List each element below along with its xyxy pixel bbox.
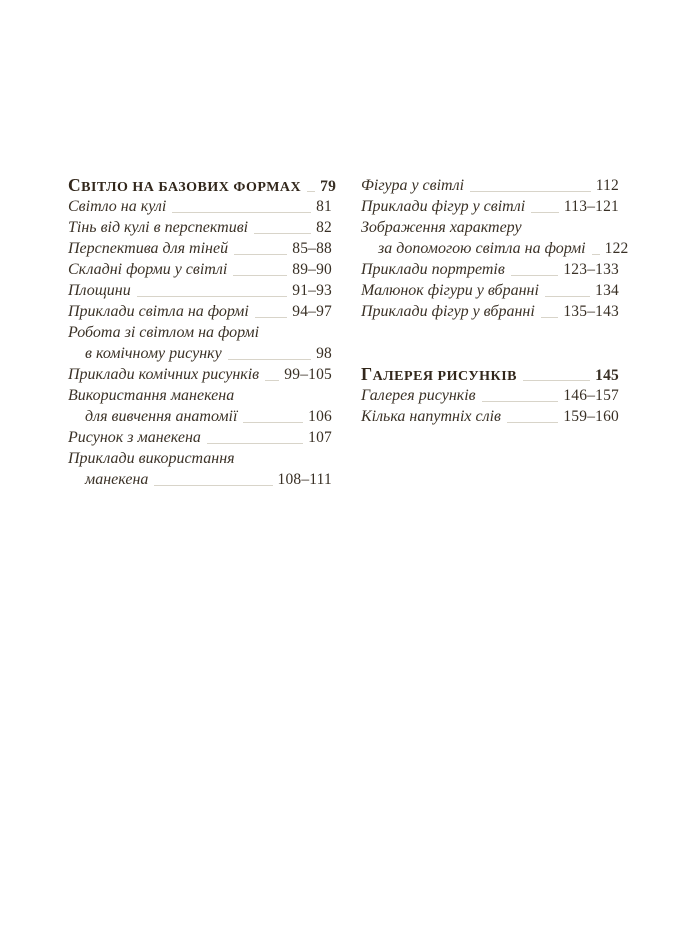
leader-line <box>265 380 279 381</box>
toc-entry <box>361 175 619 196</box>
entry-title: Приклади комічних рисунків <box>68 366 260 383</box>
leader-line <box>207 443 303 444</box>
entry-title: Галерея рисунків <box>361 387 476 404</box>
toc-entry <box>361 280 619 301</box>
entry-title: манекена <box>85 471 149 488</box>
leader-line <box>482 401 559 402</box>
entry-title: Перспектива для тіней <box>68 240 229 257</box>
toc-entry <box>68 280 332 301</box>
entry-title: Тінь від кулі в перспективі <box>68 219 249 236</box>
entry-title: Фігура у світлі <box>361 177 465 194</box>
leader-line <box>531 212 559 213</box>
entry-title: Складні форми у світлі <box>68 261 228 278</box>
page-number: 113–121 <box>563 198 619 215</box>
toc-entry <box>68 217 332 238</box>
toc-entry-first-line <box>68 322 332 343</box>
page-number: 135–143 <box>563 303 619 320</box>
leader-line <box>243 422 303 423</box>
page-number: 79 <box>320 178 337 195</box>
toc-entry-continuation <box>68 343 332 364</box>
toc-entry <box>68 427 332 448</box>
toc-entry <box>361 196 619 217</box>
page-number: 134 <box>595 282 619 299</box>
toc-entry-continuation <box>68 469 332 490</box>
entry-title: Приклади фігур у світлі <box>361 198 526 215</box>
toc-entry <box>68 196 332 217</box>
table-of-contents <box>68 175 629 490</box>
entry-title: для вивчення анатомії <box>85 408 238 425</box>
toc-entry <box>361 406 619 427</box>
toc-entry <box>68 301 332 322</box>
section-title: ГАЛЕРЕЯ РИСУНКІВ <box>361 364 517 384</box>
toc-column-right <box>361 175 629 490</box>
leader-line <box>234 254 287 255</box>
page-number: 89–90 <box>292 261 332 278</box>
page-number: 106 <box>308 408 332 425</box>
section-title: СВІТЛО НА БАЗОВИХ ФОРМАХ <box>68 175 302 195</box>
leader-line <box>523 380 590 381</box>
entry-title: Робота зі світлом на формі <box>68 324 260 341</box>
leader-line <box>507 422 558 423</box>
page-number: 98 <box>316 345 332 362</box>
page-number: 85–88 <box>292 240 332 257</box>
page-number: 112 <box>595 177 619 194</box>
toc-entry <box>361 259 619 280</box>
entry-title: Приклади портретів <box>361 261 505 278</box>
page-number: 91–93 <box>292 282 332 299</box>
leader-line <box>172 212 311 213</box>
page-number: 122 <box>604 240 629 257</box>
entry-title: за допомогою світла на формі <box>378 240 586 257</box>
page-number: 159–160 <box>563 408 619 425</box>
leader-line <box>228 359 311 360</box>
entry-title: Світло на кулі <box>68 198 167 215</box>
page-number: 123–133 <box>563 261 619 278</box>
toc-section-heading <box>361 364 619 385</box>
leader-line <box>470 191 591 192</box>
leader-line <box>255 317 287 318</box>
toc-entry <box>68 364 332 385</box>
entry-title: Кілька напутніх слів <box>361 408 501 425</box>
entry-title: Приклади використання <box>68 450 235 467</box>
toc-entry <box>361 301 619 322</box>
toc-entry-continuation <box>68 406 332 427</box>
leader-line <box>592 254 600 255</box>
leader-line <box>154 485 272 486</box>
entry-title: Малюнок фігури у вбранні <box>361 282 539 299</box>
toc-entry <box>361 385 619 406</box>
entry-title: Приклади фігур у вбранні <box>361 303 535 320</box>
toc-entry <box>68 259 332 280</box>
page-number: 82 <box>316 219 332 236</box>
entry-title: Рисунок з манекена <box>68 429 201 446</box>
page-number: 146–157 <box>563 387 619 404</box>
leader-line <box>137 296 288 297</box>
leader-line <box>545 296 590 297</box>
toc-entry-first-line <box>68 448 332 469</box>
toc-entry-continuation <box>361 238 629 259</box>
toc-column-left <box>68 175 337 490</box>
toc-entry <box>68 238 332 259</box>
toc-entry-first-line <box>361 217 619 238</box>
entry-title: в комічному рисунку <box>85 345 222 362</box>
page-number: 81 <box>316 198 332 215</box>
leader-line <box>511 275 559 276</box>
page-number: 99–105 <box>284 366 332 383</box>
entry-title: Використання манекена <box>68 387 235 404</box>
entry-title: Приклади світла на формі <box>68 303 249 320</box>
leader-line <box>307 191 315 192</box>
toc-section-heading <box>68 175 337 196</box>
entry-title: Площини <box>68 282 131 299</box>
leader-line <box>233 275 287 276</box>
page-number: 94–97 <box>292 303 332 320</box>
page-number: 145 <box>595 367 619 384</box>
page-number: 108–111 <box>277 471 332 488</box>
leader-line <box>254 233 311 234</box>
page-number: 107 <box>308 429 332 446</box>
entry-title: Зображення характеру <box>361 219 522 236</box>
leader-line <box>541 317 559 318</box>
toc-entry-first-line <box>68 385 332 406</box>
